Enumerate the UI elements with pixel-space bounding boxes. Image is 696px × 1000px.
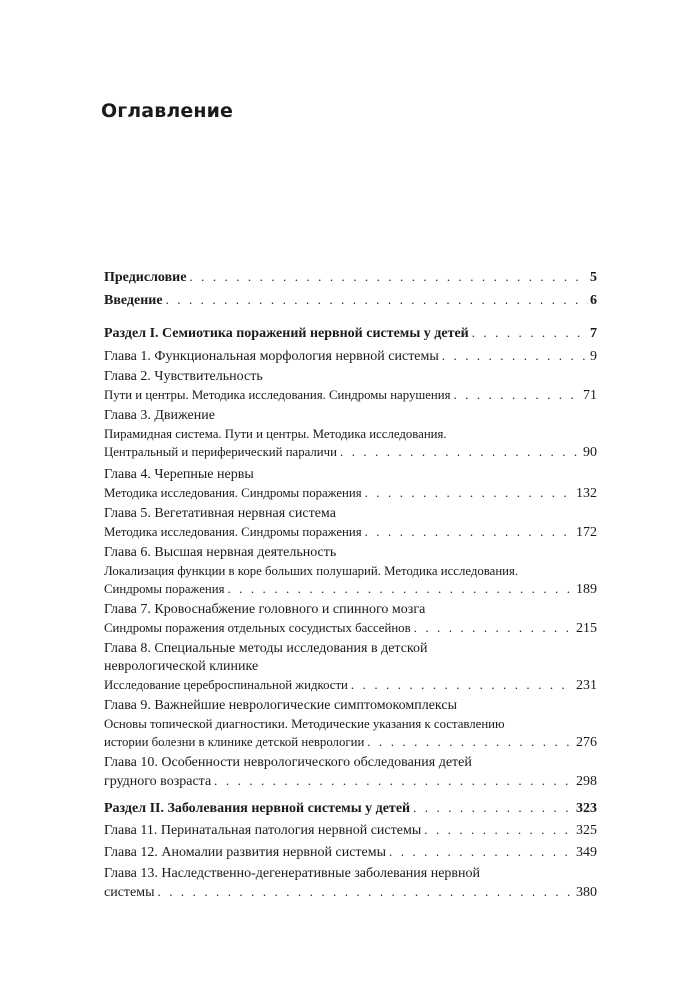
toc-entry-title: Глава 9. Важнейшие неврологические симптомокомплексы xyxy=(104,698,458,713)
toc-entry-title: Предисловие xyxy=(104,270,187,285)
toc-entry-subtitle: Синдромы поражения отдельных сосудистых бассейнов xyxy=(104,621,411,635)
toc-entry-title-cont: грудного возраста xyxy=(104,774,212,789)
toc-chapter-4[interactable] xyxy=(104,466,597,502)
toc-entry-title-cont: системы xyxy=(104,885,155,900)
toc-chapter-9[interactable] xyxy=(104,697,597,751)
toc-entry-subtitle: Методика исследования. Синдромы поражения xyxy=(104,525,362,539)
toc-entry-page: 325 xyxy=(576,823,597,838)
toc-entry-page: 7 xyxy=(590,326,597,341)
toc-entry-subtitle: истории болезни в клинике детской неврологии xyxy=(104,735,365,749)
toc-entry-title: Глава 7. Кровоснабжение головного и спинного мозга xyxy=(104,602,426,617)
toc-entry-preface[interactable] xyxy=(104,268,597,286)
toc-entry-title: Глава 11. Перинатальная патология нервной системы xyxy=(104,823,422,838)
toc-entry-subtitle: Синдромы поражения xyxy=(104,582,225,596)
toc-chapter-11[interactable] xyxy=(104,821,597,839)
toc-entry-page: 298 xyxy=(576,774,597,789)
toc-entry-page: 132 xyxy=(576,486,597,501)
toc-entry-subtitle: Методика исследования. Синдромы поражения xyxy=(104,486,362,500)
toc-entry-page: 380 xyxy=(576,885,597,900)
toc-chapter-5[interactable] xyxy=(104,505,597,541)
toc-chapter-7[interactable] xyxy=(104,601,597,637)
toc-entry-subtitle: Исследование цереброспинальной жидкости xyxy=(104,678,348,692)
toc-entry-title: Введение xyxy=(104,293,163,308)
toc-entry-title: Глава 3. Движение xyxy=(104,408,215,423)
toc-entry-title: Глава 5. Вегетативная нервная система xyxy=(104,506,336,521)
toc-entry-title: Глава 2. Чувствительность xyxy=(104,369,263,384)
dot-leader xyxy=(189,268,588,286)
dot-leader xyxy=(367,733,574,751)
dot-leader xyxy=(389,843,574,861)
toc-entry-page: 71 xyxy=(583,388,597,403)
toc-entry-title: Глава 12. Аномалии развития нервной системы xyxy=(104,845,387,860)
dot-leader xyxy=(472,324,588,342)
dot-leader xyxy=(227,580,574,598)
toc-entry-title: Раздел II. Заболевания нервной системы у детей xyxy=(104,801,411,816)
toc-entry-title: Глава 1. Функциональная морфология нервной системы xyxy=(104,349,439,364)
toc-section-2[interactable] xyxy=(104,799,597,817)
toc-chapter-12[interactable] xyxy=(104,843,597,861)
toc-entry-subtitle: Пути и центры. Методика исследования. Синдромы нарушения xyxy=(104,388,451,402)
toc-entry-title: Раздел I. Семиотика поражений нервной системы у детей xyxy=(104,326,469,341)
toc-entry-subtitle: Основы топической диагностики. Методические указания к составлению xyxy=(104,717,505,731)
toc-chapter-3[interactable] xyxy=(104,407,597,461)
toc-entry-title: Глава 10. Особенности неврологического обследования детей xyxy=(104,755,472,770)
dot-leader xyxy=(453,386,581,404)
toc-entry-page: 5 xyxy=(590,270,597,285)
dot-leader xyxy=(365,484,574,502)
toc-entry-subtitle: Локализация функции в коре больших полушарий. Методика исследования. xyxy=(104,564,519,578)
toc-entry-introduction[interactable] xyxy=(104,291,597,309)
toc-entry-page: 90 xyxy=(583,445,597,460)
toc-entry-page: 231 xyxy=(576,678,597,693)
toc-entry-subtitle: Центральный и периферический параличи xyxy=(104,445,337,459)
toc-entry-page: 9 xyxy=(590,349,597,364)
page-title: Оглавление xyxy=(101,100,233,122)
toc-chapter-1[interactable] xyxy=(104,347,597,365)
toc-entry-page: 349 xyxy=(576,845,597,860)
toc-entry-page: 215 xyxy=(576,621,597,636)
toc-entry-title-cont: неврологической клинике xyxy=(104,659,259,674)
toc-entry-subtitle: Пирамидная система. Пути и центры. Методика исследования. xyxy=(104,427,447,441)
dot-leader xyxy=(442,347,588,365)
dot-leader xyxy=(166,291,588,309)
toc-section-1[interactable] xyxy=(104,324,597,342)
dot-leader xyxy=(340,443,581,461)
dot-leader xyxy=(413,799,574,817)
toc-entry-page: 189 xyxy=(576,582,597,597)
dot-leader xyxy=(158,883,574,901)
toc-entry-title: Глава 4. Черепные нервы xyxy=(104,467,254,482)
toc-entry-title: Глава 8. Специальные методы исследования в детской xyxy=(104,641,428,656)
dot-leader xyxy=(214,772,574,790)
toc-entry-page: 172 xyxy=(576,525,597,540)
dot-leader xyxy=(414,619,574,637)
toc-chapter-8[interactable] xyxy=(104,640,597,694)
toc-entry-title: Глава 13. Наследственно-дегенеративные заболевания нервной xyxy=(104,866,481,881)
toc-entry-page: 323 xyxy=(576,801,597,816)
toc-entry-page: 276 xyxy=(576,735,597,750)
dot-leader xyxy=(365,523,574,541)
toc-chapter-13[interactable] xyxy=(104,865,597,901)
toc-entry-page: 6 xyxy=(590,293,597,308)
toc-entry-title: Глава 6. Высшая нервная деятельность xyxy=(104,545,337,560)
toc-chapter-2[interactable] xyxy=(104,368,597,404)
dot-leader xyxy=(424,821,574,839)
toc-chapter-10[interactable] xyxy=(104,754,597,790)
toc-chapter-6[interactable] xyxy=(104,544,597,598)
dot-leader xyxy=(351,676,574,694)
